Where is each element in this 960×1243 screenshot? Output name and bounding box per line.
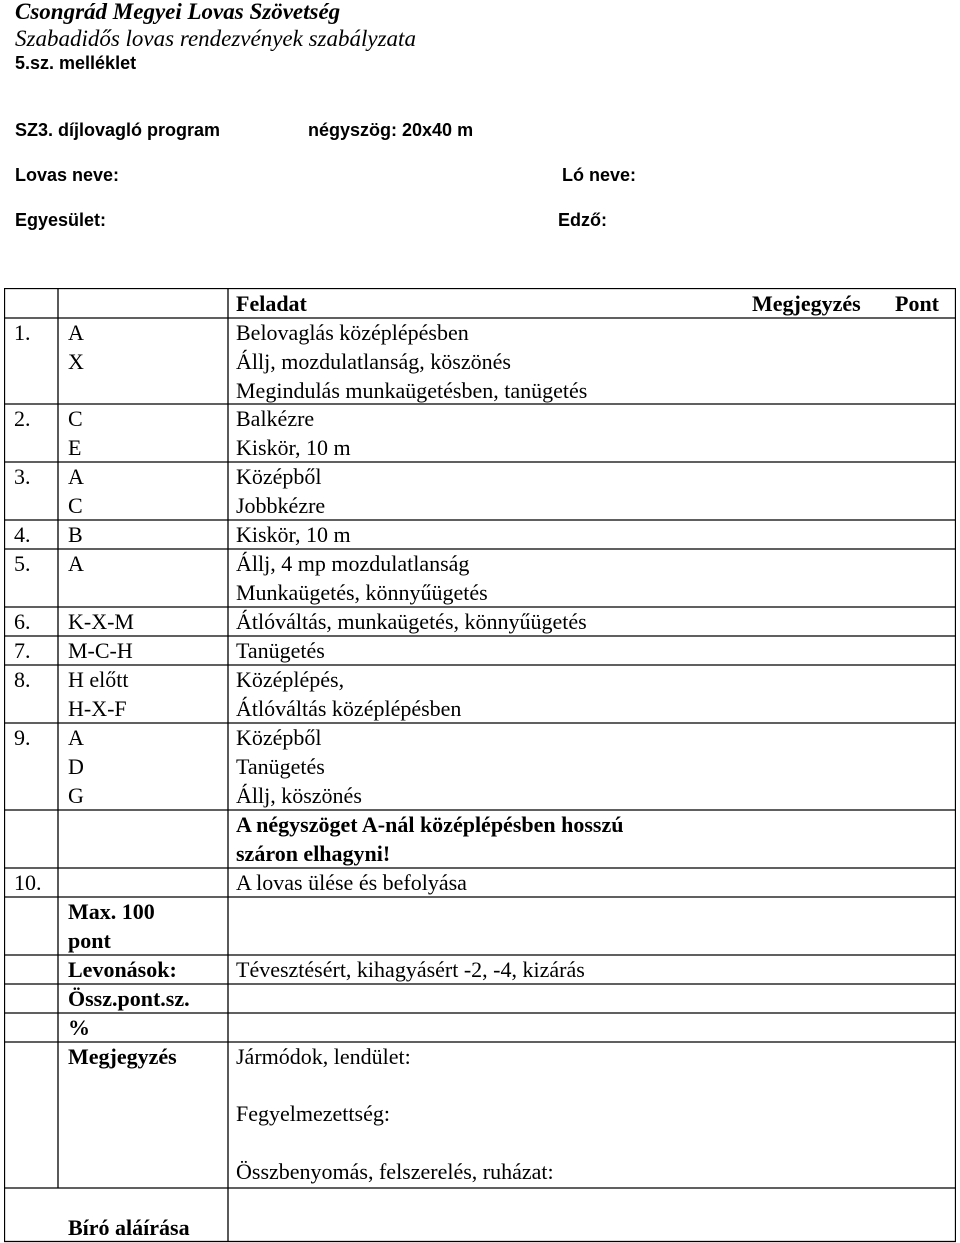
judge-signature-label: Bíró aláírása (68, 1215, 190, 1240)
task-text (236, 462, 325, 520)
row-number: 2. (14, 406, 31, 431)
rider-name-label: Lovas neve: (15, 165, 120, 185)
arena-markers (68, 404, 83, 462)
column-header-task: Feladat (236, 291, 307, 316)
task-line: Kiskör, 10 m (236, 522, 351, 547)
organization-title: Csongrád Megyei Lovas Szövetség (15, 0, 341, 24)
row-number: 7. (14, 638, 31, 663)
marker: H-X-F (68, 696, 127, 721)
rules-title: Szabadidős lovas rendezvények szabályzata (15, 26, 416, 51)
annex-label: 5.sz. melléklet (15, 53, 137, 73)
marker: G (68, 783, 84, 808)
task-text (236, 318, 587, 405)
max-points-line: pont (68, 928, 111, 953)
task-line: Kiskör, 10 m (236, 435, 351, 460)
marker: A (68, 320, 84, 345)
task-text (236, 723, 362, 810)
arena-markers (68, 723, 84, 810)
task-text: A lovas ülése és befolyása (236, 870, 467, 895)
coach-label: Edző: (558, 210, 607, 230)
task-line: Középből (236, 464, 322, 489)
table-grid (4, 288, 956, 1243)
task-text (236, 665, 461, 723)
task-line: Középlépés, (236, 667, 345, 692)
marker: E (68, 435, 82, 460)
marker: A (68, 725, 84, 750)
program-title: SZ3. díjlovagló program (15, 120, 221, 140)
task-text (236, 404, 351, 462)
marker: X (68, 349, 84, 374)
max-points-line: Max. 100 (68, 899, 155, 924)
row-number: 4. (14, 522, 31, 547)
club-label: Egyesület: (15, 210, 107, 230)
task-line: Átlóváltás középlépésben (236, 696, 462, 721)
arena-markers (68, 520, 83, 549)
arena-markers (68, 665, 129, 723)
task-line: Állj, mozdulatlanság, köszönés (236, 349, 511, 374)
marker: K-X-M (68, 609, 134, 634)
marker: C (68, 493, 83, 518)
exit-instruction-line: A négyszöget A-nál középlépésben hosszú (236, 812, 624, 837)
row-number: 10. (14, 870, 42, 895)
deductions-label: Levonások: (68, 957, 177, 982)
marker: B (68, 522, 83, 547)
task-text (236, 607, 587, 636)
marker: M-C-H (68, 638, 133, 663)
arena-markers (68, 636, 133, 665)
task-line: Belovaglás középlépésben (236, 320, 469, 345)
arena-size: négyszög: 20x40 m (308, 120, 474, 140)
task-line: Középből (236, 725, 322, 750)
row-number: 3. (14, 464, 31, 489)
task-line: Tanügetés (236, 754, 325, 779)
task-text (236, 549, 488, 607)
percent-label: % (68, 1015, 90, 1040)
remark-overall: Összbenyomás, felszerelés, ruházat: (236, 1159, 554, 1184)
task-line: Balkézre (236, 406, 315, 431)
marker: D (68, 754, 84, 779)
task-line: Állj, 4 mp mozdulatlanság (236, 551, 470, 576)
row-number: 8. (14, 667, 31, 692)
marker: H előtt (68, 667, 129, 692)
exit-instruction (236, 810, 623, 868)
max-points-label (68, 897, 155, 955)
task-line: Átlóváltás, munkaügetés, könnyűügetés (236, 609, 587, 634)
arena-markers (68, 462, 84, 520)
remark-gaits: Jármódok, lendület: (236, 1044, 411, 1069)
scoring-table (4, 288, 956, 1243)
arena-markers (68, 318, 84, 376)
task-line: Megindulás munkaügetésben, tanügetés (236, 378, 588, 403)
marker: A (68, 464, 84, 489)
exit-instruction-line: száron elhagyni! (236, 841, 391, 866)
column-header-remark: Megjegyzés (752, 291, 861, 316)
task-text (236, 636, 325, 665)
task-text (236, 520, 351, 549)
task-line: Tanügetés (236, 638, 325, 663)
row-number: 1. (14, 320, 31, 345)
arena-markers (68, 549, 84, 578)
arena-markers (68, 607, 134, 636)
remark-discipline: Fegyelmezettség: (236, 1101, 390, 1126)
remarks-label: Megjegyzés (68, 1044, 177, 1069)
row-number: 9. (14, 725, 31, 750)
total-points-label: Össz.pont.sz. (68, 986, 190, 1011)
deductions-text: Tévesztésért, kihagyásért -2, -4, kizárás (236, 957, 585, 982)
horse-name-label: Ló neve: (562, 165, 637, 185)
row-number: 6. (14, 609, 31, 634)
marker: C (68, 406, 83, 431)
task-line: Állj, köszönés (236, 783, 362, 808)
marker: A (68, 551, 84, 576)
task-line: Munkaügetés, könnyűügetés (236, 580, 488, 605)
task-line: Jobbkézre (236, 493, 326, 518)
row-number: 5. (14, 551, 31, 576)
column-header-points: Pont (895, 291, 939, 316)
